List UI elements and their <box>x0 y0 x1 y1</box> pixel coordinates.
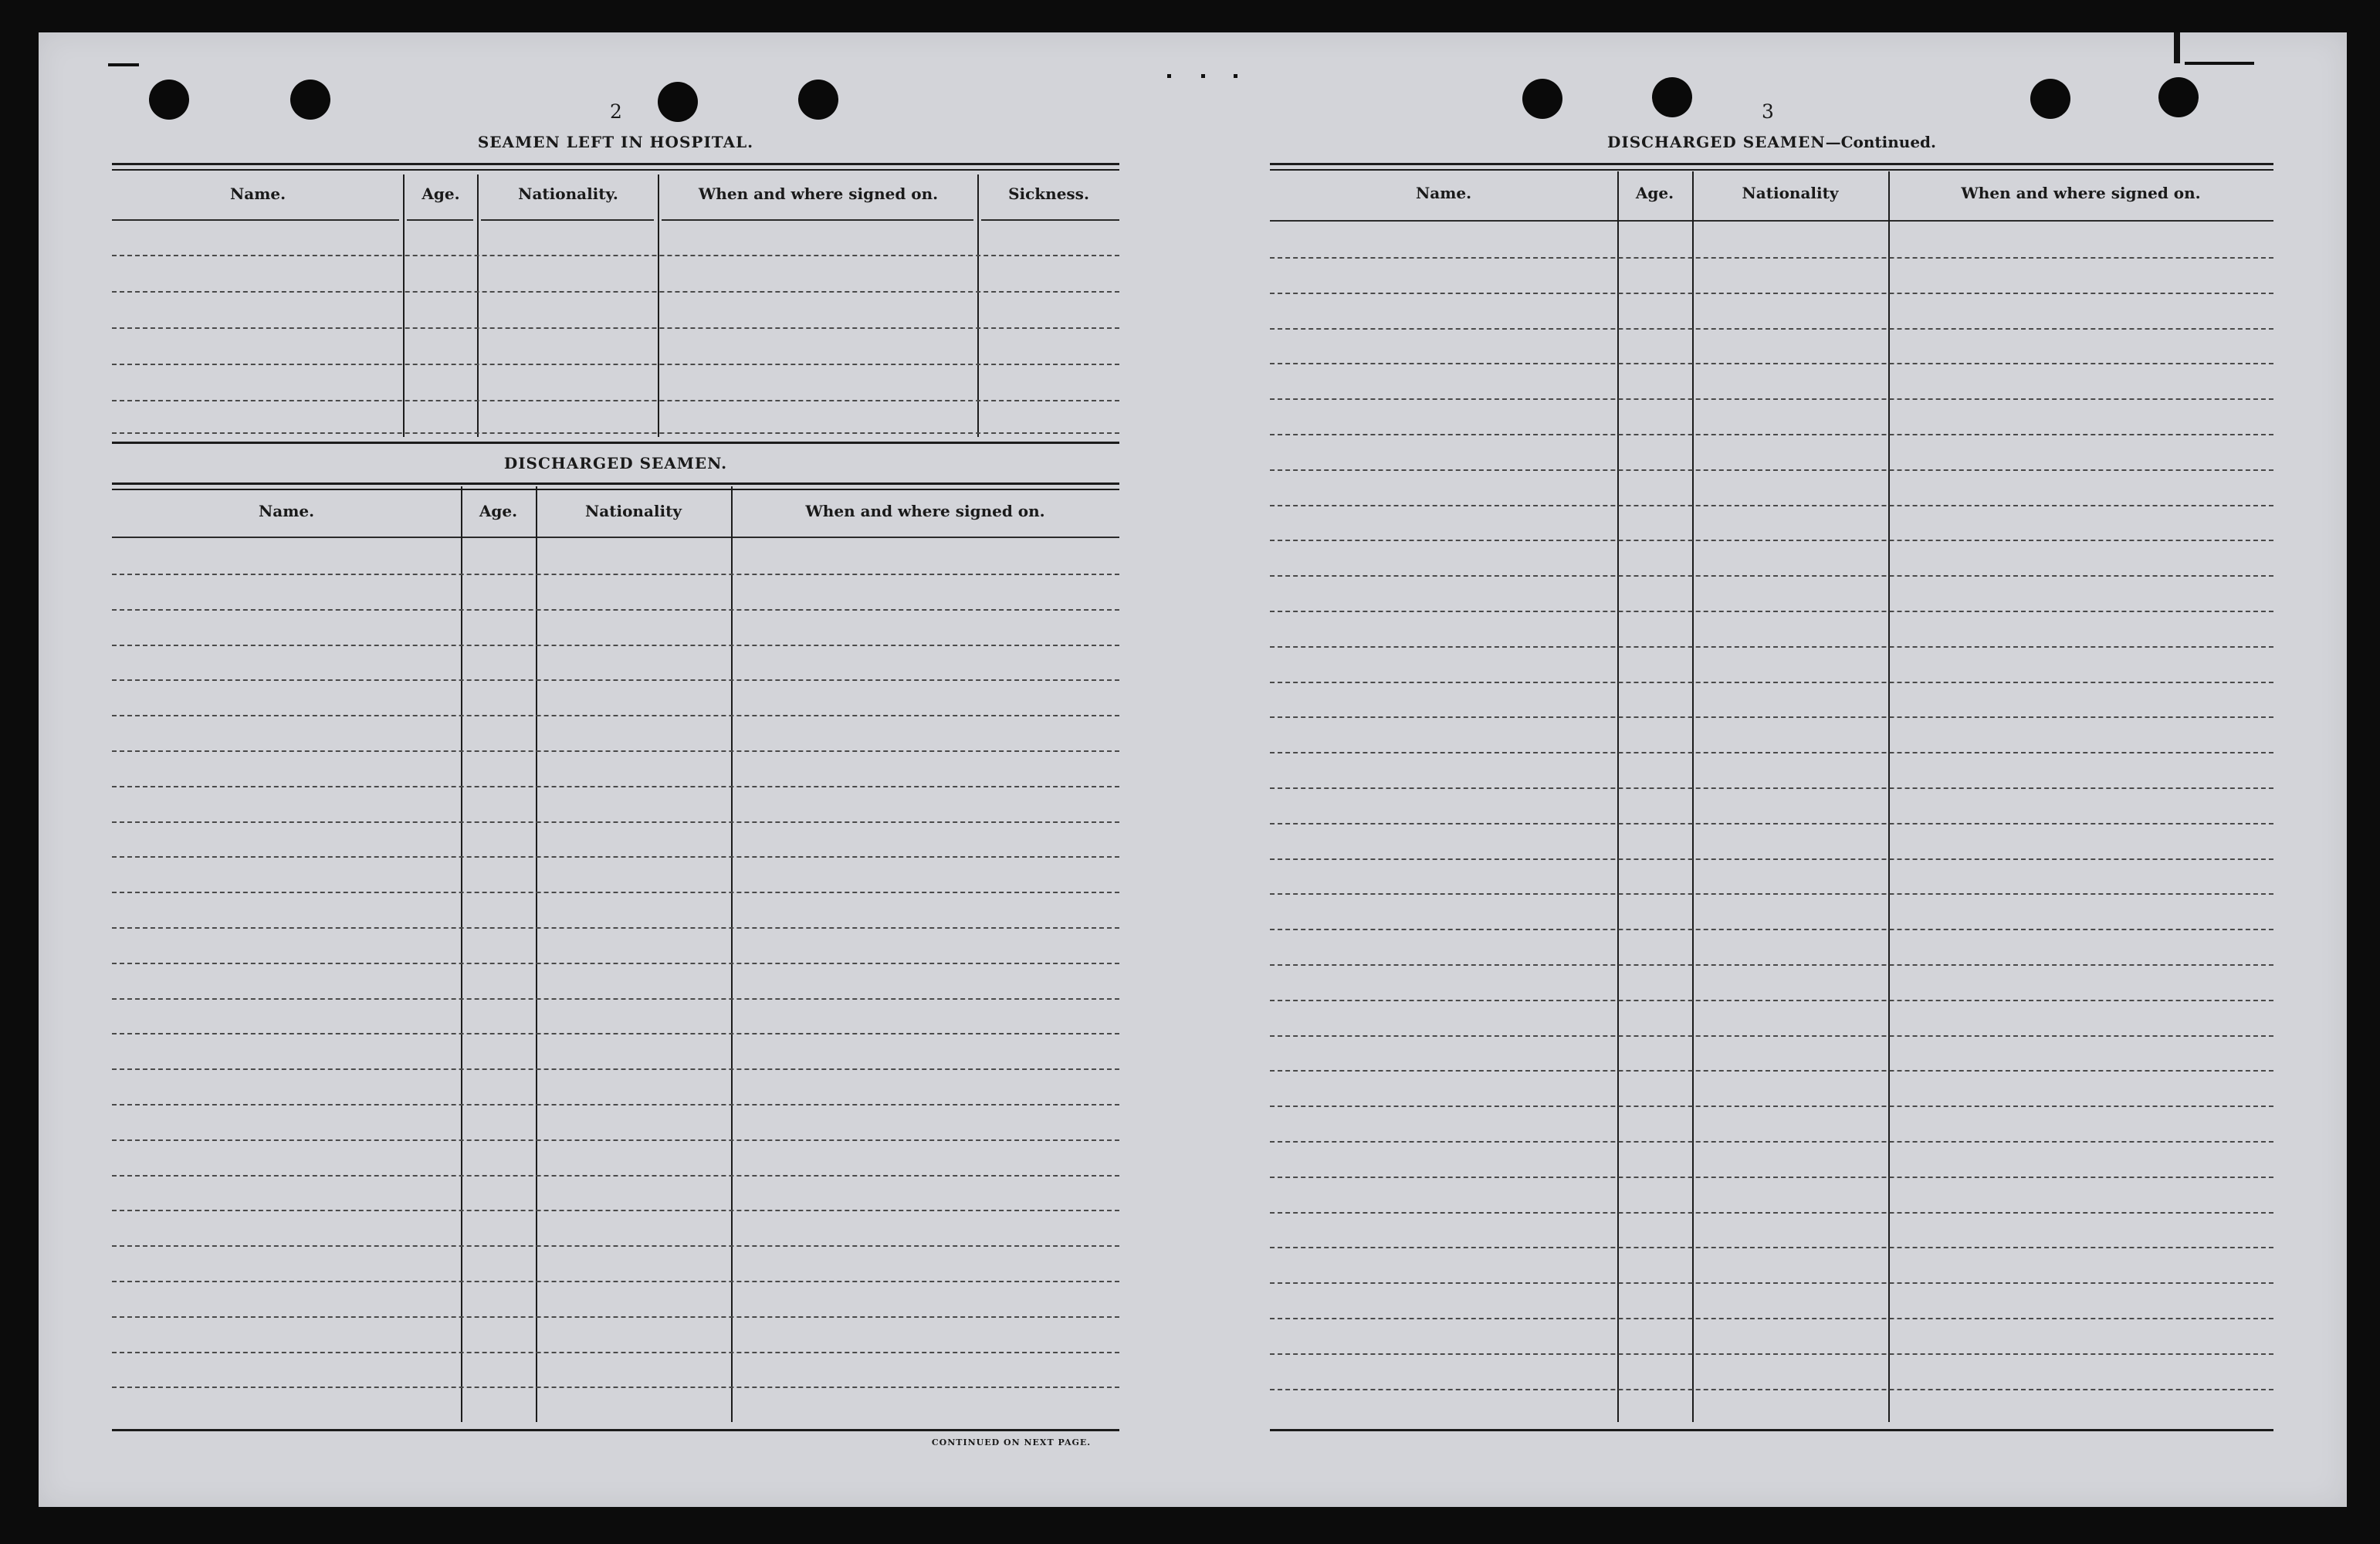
entry-line <box>1270 964 2273 966</box>
hospital-top-rule <box>112 163 1119 165</box>
discharged-bottom-rule <box>112 1429 1119 1431</box>
continued-col-age-header: Age. <box>1635 184 1674 202</box>
entry-line <box>1270 1247 2273 1248</box>
header-underline <box>407 219 473 221</box>
entry-line <box>112 1033 1119 1034</box>
entry-line <box>1270 682 2273 683</box>
hospital-col-sickness-header: Sickness. <box>1008 185 1089 203</box>
entry-line <box>1270 1282 2273 1284</box>
punch-hole <box>149 80 189 120</box>
continued-bottom-rule <box>1270 1429 2273 1431</box>
discharged-continued-title <box>1270 133 2273 151</box>
entry-line <box>1270 858 2273 860</box>
entry-line <box>112 1387 1119 1388</box>
scan-mark <box>108 63 139 66</box>
discharged-col-age-header: Age. <box>479 502 518 520</box>
entry-line <box>112 1316 1119 1318</box>
header-underline <box>981 219 1119 221</box>
entry-line <box>112 1352 1119 1353</box>
punch-hole <box>2158 77 2199 117</box>
continued-note: CONTINUED ON NEXT PAGE. <box>931 1437 1092 1448</box>
column-divider <box>1692 171 1694 1422</box>
entry-line <box>1270 1318 2273 1319</box>
column-divider <box>658 174 659 437</box>
punch-hole <box>290 80 330 120</box>
entry-line <box>1270 1212 2273 1214</box>
hospital-col-signed-on-header: When and where signed on. <box>698 185 939 203</box>
entry-line <box>1270 1000 2273 1001</box>
column-divider <box>977 174 979 437</box>
punch-hole <box>1652 77 1692 117</box>
entry-line <box>112 574 1119 575</box>
entry-line <box>112 856 1119 858</box>
hospital-col-age-header: Age. <box>421 185 460 203</box>
punch-hole <box>798 80 838 120</box>
punch-hole <box>658 82 698 122</box>
hospital-bottom-rule <box>112 442 1119 444</box>
entry-line <box>112 821 1119 823</box>
entry-line <box>1270 575 2273 577</box>
entry-line <box>112 1210 1119 1211</box>
paper-sheet <box>39 32 2347 1507</box>
column-divider <box>403 174 405 437</box>
entry-line <box>112 432 1119 434</box>
continued-top-rule <box>1270 163 2273 165</box>
header-underline <box>112 219 399 221</box>
entry-line <box>1270 1141 2273 1143</box>
entry-line <box>112 1281 1119 1282</box>
entry-line <box>112 892 1119 893</box>
hospital-section-title: SEAMEN LEFT IN HOSPITAL. <box>477 133 754 151</box>
entry-line <box>112 786 1119 787</box>
entry-line <box>112 609 1119 611</box>
scan-mark <box>2185 62 2254 65</box>
punch-hole <box>2030 79 2070 119</box>
scan-mark <box>1201 74 1205 78</box>
continued-col-signed-on-header: When and where signed on. <box>1961 184 2201 202</box>
entry-line <box>112 1068 1119 1070</box>
continued-col-nationality-header: Nationality <box>1742 184 1839 202</box>
entry-line <box>1270 1106 2273 1107</box>
header-underline <box>662 219 973 221</box>
continued-col-name-header: Name. <box>1415 184 1472 202</box>
entry-line <box>112 255 1119 256</box>
continued-suffix: —Continued. <box>1825 133 1936 151</box>
discharged-continued-title-main: DISCHARGED SEAMEN <box>1607 133 1826 151</box>
entry-line <box>112 1139 1119 1141</box>
hospital-col-nationality-header: Nationality. <box>518 185 618 203</box>
discharged-col-name-header: Name. <box>258 502 315 520</box>
entry-line <box>112 1104 1119 1106</box>
column-divider <box>477 174 479 437</box>
entry-line <box>112 327 1119 329</box>
entry-line <box>1270 929 2273 930</box>
entry-line <box>1270 611 2273 612</box>
entry-line <box>112 364 1119 365</box>
entry-line <box>1270 1389 2273 1390</box>
entry-line <box>112 679 1119 681</box>
entry-line <box>1270 398 2273 400</box>
entry-line <box>1270 363 2273 364</box>
entry-line <box>112 750 1119 752</box>
entry-line <box>112 400 1119 401</box>
entry-line <box>1270 540 2273 541</box>
entry-line <box>1270 823 2273 824</box>
column-divider <box>1888 171 1890 1422</box>
discharged-section-title: DISCHARGED SEAMEN. <box>503 454 728 472</box>
entry-line <box>112 998 1119 1000</box>
entry-line <box>1270 752 2273 753</box>
entry-line <box>1270 1177 2273 1178</box>
entry-line <box>1270 328 2273 330</box>
entry-line <box>1270 1035 2273 1037</box>
entry-line <box>1270 716 2273 718</box>
page-number-right: 3 <box>1762 100 1774 123</box>
hospital-col-name-header: Name. <box>229 185 286 203</box>
header-underline <box>112 537 1119 538</box>
discharged-top-rule <box>112 482 1119 485</box>
scan-mark <box>2174 32 2180 63</box>
entry-line <box>1270 646 2273 648</box>
entry-line <box>1270 434 2273 435</box>
entry-line <box>1270 505 2273 506</box>
entry-line <box>1270 787 2273 789</box>
entry-line <box>112 715 1119 716</box>
entry-line <box>1270 469 2273 471</box>
discharged-col-nationality-header: Nationality <box>585 502 682 520</box>
scan-mark <box>1234 74 1237 78</box>
entry-line <box>112 645 1119 646</box>
punch-hole <box>1522 79 1562 119</box>
entry-line <box>1270 257 2273 259</box>
discharged-col-signed-on-header: When and where signed on. <box>805 502 1045 520</box>
header-underline <box>1270 220 2273 222</box>
column-divider <box>1617 171 1619 1422</box>
entry-line <box>1270 1070 2273 1072</box>
page-number-left: 2 <box>610 100 622 123</box>
entry-line <box>112 1175 1119 1177</box>
entry-line <box>112 1245 1119 1247</box>
entry-line <box>112 291 1119 293</box>
entry-line <box>1270 293 2273 294</box>
entry-line <box>1270 893 2273 895</box>
header-underline <box>481 219 654 221</box>
scan-mark <box>1167 74 1171 78</box>
entry-line <box>112 963 1119 964</box>
entry-line <box>1270 1353 2273 1355</box>
entry-line <box>112 927 1119 929</box>
